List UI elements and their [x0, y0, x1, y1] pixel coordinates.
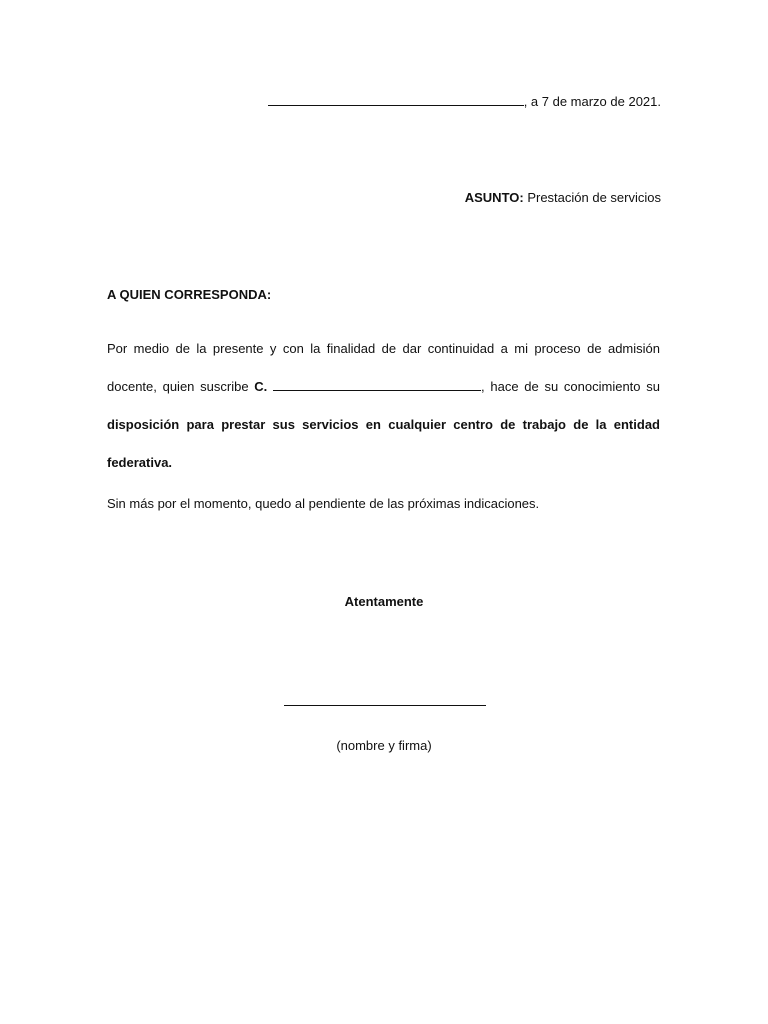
- sign-off: Atentamente: [344, 594, 424, 609]
- signature-line: [284, 705, 486, 706]
- date-text: , a 7 de marzo de 2021.: [523, 94, 661, 109]
- subject-label: ASUNTO:: [464, 190, 524, 205]
- body-line-4: federativa.: [107, 455, 173, 470]
- greeting: A QUIEN CORRESPONDA:: [107, 287, 272, 302]
- citizen-prefix: C.: [254, 379, 268, 394]
- body-line-2-suffix: , hace de su conocimiento su: [481, 379, 660, 394]
- body-paragraph: [107, 330, 660, 482]
- name-blank: [273, 379, 481, 391]
- body-line-2-prefix: docente, quien suscribe: [107, 379, 255, 394]
- place-blank: [268, 94, 524, 106]
- signature-caption: (nombre y firma): [336, 738, 432, 753]
- subject-value: Prestación de servicios: [523, 190, 661, 205]
- subject-line: [465, 190, 661, 205]
- body-line-1: Por medio de la presente y con la finalidad de dar continuidad a mi proceso de admisión: [107, 341, 660, 356]
- closing-sentence: Sin más por el momento, quedo al pendiente de las próximas indicaciones.: [107, 496, 540, 511]
- body-line-2: [107, 368, 660, 406]
- date-line: [268, 94, 661, 109]
- body-line-3: disposición para prestar sus servicios en cualquier centro de trabajo de la entidad: [107, 417, 660, 432]
